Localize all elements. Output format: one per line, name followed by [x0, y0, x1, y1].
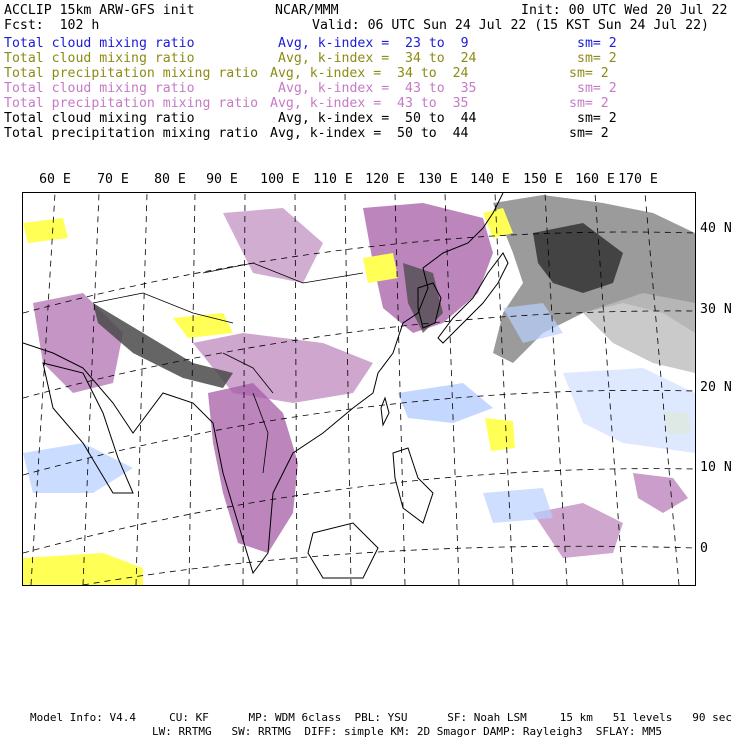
legend-avg-1: Avg, k-index = 23 to 9 [278, 36, 469, 51]
legend-avg-3: Avg, k-index = 34 to 24 [270, 66, 469, 81]
lat-label-0: 0 [700, 541, 708, 556]
forecast-hour: Fcst: 102 h [4, 18, 100, 33]
legend-sm-6: sm= 2 [577, 111, 617, 126]
coastline-taiwan [381, 398, 389, 425]
legend-field-5: Total precipitation mixing ratio [4, 96, 259, 111]
lon-label-80e: 80 E [154, 172, 186, 187]
lon-label-100e: 100 E [260, 172, 300, 187]
lon-label-130e: 130 E [418, 172, 458, 187]
legend-sm-4: sm= 2 [577, 81, 617, 96]
lat-label-40n: 40 N [700, 221, 732, 236]
blue-cloud-5 [483, 488, 553, 523]
legend-sm-2: sm= 2 [577, 51, 617, 66]
purple-cloud-png [633, 473, 688, 513]
lon-label-150e: 150 E [523, 172, 563, 187]
lat-label-30n: 30 N [700, 302, 732, 317]
yellow-cloud-2 [363, 253, 398, 283]
map-canvas [23, 193, 695, 585]
lon-label-110e: 110 E [313, 172, 353, 187]
legend-sm-7: sm= 2 [569, 126, 609, 141]
legend-field-6: Total cloud mixing ratio [4, 111, 195, 126]
init-time: Init: 00 UTC Wed 20 Jul 22 [521, 3, 728, 18]
map-panel [22, 192, 696, 586]
legend-avg-5: Avg, k-index = 43 to 35 [270, 96, 469, 111]
legend-sm-5: sm= 2 [569, 96, 609, 111]
model-info-line2: LW: RRTMG SW: RRTMG DIFF: simple KM: 2D Smagor DAMP: Rayleigh3 SFLAY: MM5 [152, 725, 662, 738]
title-model: ACCLIP 15km ARW-GFS init [4, 3, 195, 18]
lat-label-20n: 20 N [700, 380, 732, 395]
lon-label-90e: 90 E [206, 172, 238, 187]
lon-label-120e: 120 E [365, 172, 405, 187]
legend-avg-7: Avg, k-index = 50 to 44 [270, 126, 469, 141]
valid-time: Valid: 06 UTC Sun 24 Jul 22 (15 KST Sun 24 Jul 22) [312, 18, 709, 33]
legend-field-7: Total precipitation mixing ratio [4, 126, 259, 141]
legend-avg-6: Avg, k-index = 50 to 44 [278, 111, 477, 126]
legend-sm-1: sm= 2 [577, 36, 617, 51]
blue-cloud-1 [398, 383, 493, 423]
legend-sm-3: sm= 2 [569, 66, 609, 81]
yellow-cloud-1 [173, 313, 233, 338]
legend-avg-2: Avg, k-index = 34 to 24 [278, 51, 477, 66]
legend-field-4: Total cloud mixing ratio [4, 81, 195, 96]
legend-field-3: Total precipitation mixing ratio [4, 66, 259, 81]
lon-label-60e: 60 E [39, 172, 71, 187]
legend-avg-4: Avg, k-index = 43 to 35 [278, 81, 477, 96]
lon-label-140e: 140 E [470, 172, 510, 187]
model-info-line1: Model Info: V4.4 CU: KF MP: WDM 6class PBL: YSU SF: Noah LSM 15 km 51 levels 90 sec [30, 711, 732, 724]
yellow-cloud-6 [23, 218, 68, 243]
lon-label-160e: 160 E [575, 172, 615, 187]
blue-cloud-3 [563, 368, 695, 453]
title-org: NCAR/MMM [275, 3, 339, 18]
coastline-borneo [308, 523, 378, 578]
legend-field-1: Total cloud mixing ratio [4, 36, 195, 51]
coastline-philippines [393, 448, 433, 523]
yellow-cloud-3 [485, 418, 515, 451]
legend-field-2: Total cloud mixing ratio [4, 51, 195, 66]
lat-label-10n: 10 N [700, 460, 732, 475]
lon-label-170e: 170 E [618, 172, 658, 187]
lon-label-70e: 70 E [97, 172, 129, 187]
purple-cloud-nw [223, 208, 323, 283]
